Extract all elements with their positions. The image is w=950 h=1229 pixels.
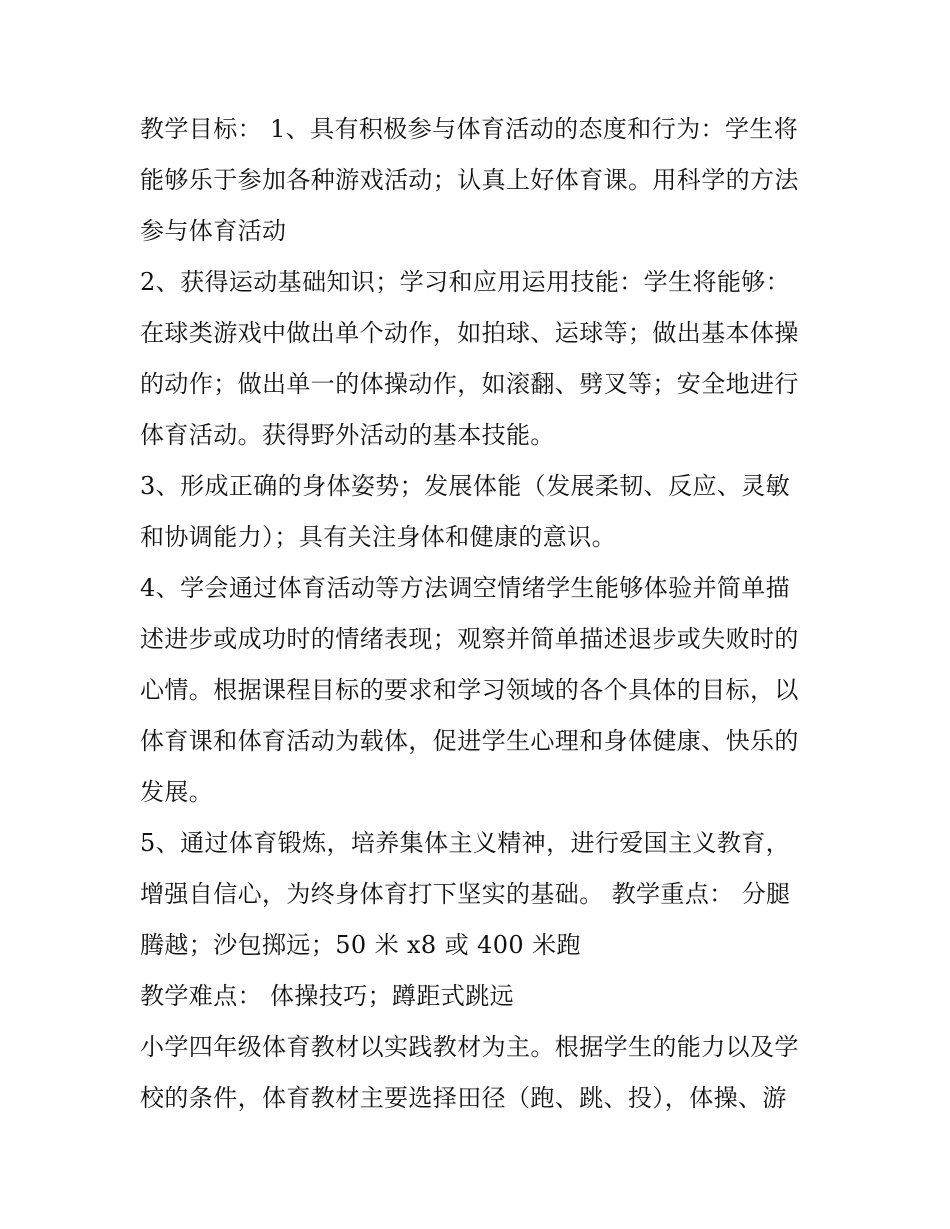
text-line: 能够乐于参加各种游戏活动；认真上好体育课。用科学的方法 [140,166,799,194]
paragraph-goal-4 [140,563,820,818]
text-line: 5、通过体育锻炼，培养集体主义精神，进行爱国主义教育， [140,829,791,857]
paragraph-goal-5-and-key-points [140,818,820,971]
text-line: 4、学会通过体育活动等方法调空情绪学生能够体验并简单描 [140,574,791,602]
text-line: 体育课和体育活动为载体，促进学生心理和身体健康、快乐的 [140,727,799,755]
text-line: 心情。根据课程目标的要求和学习领域的各个具体的目标，以 [140,676,799,704]
text-line: 3、形成正确的身体姿势；发展体能（发展柔韧、反应、灵敏 [140,472,791,500]
text-line: 发展。 [140,778,214,806]
text-line: 在球类游戏中做出单个动作，如拍球、运球等；做出基本体操 [140,319,799,347]
text-line: 小学四年级体育教材以实践教材为主。根据学生的能力以及学 [140,1033,799,1061]
text-line: 腾越；沙包掷远；50 米 x8 或 400 米跑 [140,931,581,959]
text-line: 教学难点： 体操技巧；蹲距式跳远 [140,982,515,1010]
text-line: 述进步或成功时的情绪表现；观察并简单描述退步或失败时的 [140,625,799,653]
paragraph-goal-3 [140,461,820,563]
text-line: 体育活动。获得野外活动的基本技能。 [140,421,555,449]
paragraph-goal-2 [140,257,820,461]
paragraph-difficult-points [140,971,820,1022]
text-line: 的动作；做出单一的体操动作，如滚翻、劈叉等；安全地进行 [140,370,799,398]
document-body [140,104,820,1124]
paragraph-teaching-goals-1 [140,104,820,257]
paragraph-teaching-materials [140,1022,820,1124]
text-line: 2、获得运动基础知识；学习和应用运用技能：学生将能够： [140,268,791,296]
text-line: 增强自信心，为终身体育打下坚实的基础。 教学重点： 分腿 [140,880,791,908]
text-line: 和协调能力）；具有关注身体和健康的意识。 [140,523,616,551]
text-line: 校的条件，体育教材主要选择田径（跑、跳、投），体操、游 [140,1084,787,1112]
text-line: 教学目标： 1、具有积极参与体育活动的态度和行为：学生将 [140,115,799,143]
text-line: 参与体育活动 [140,217,287,245]
